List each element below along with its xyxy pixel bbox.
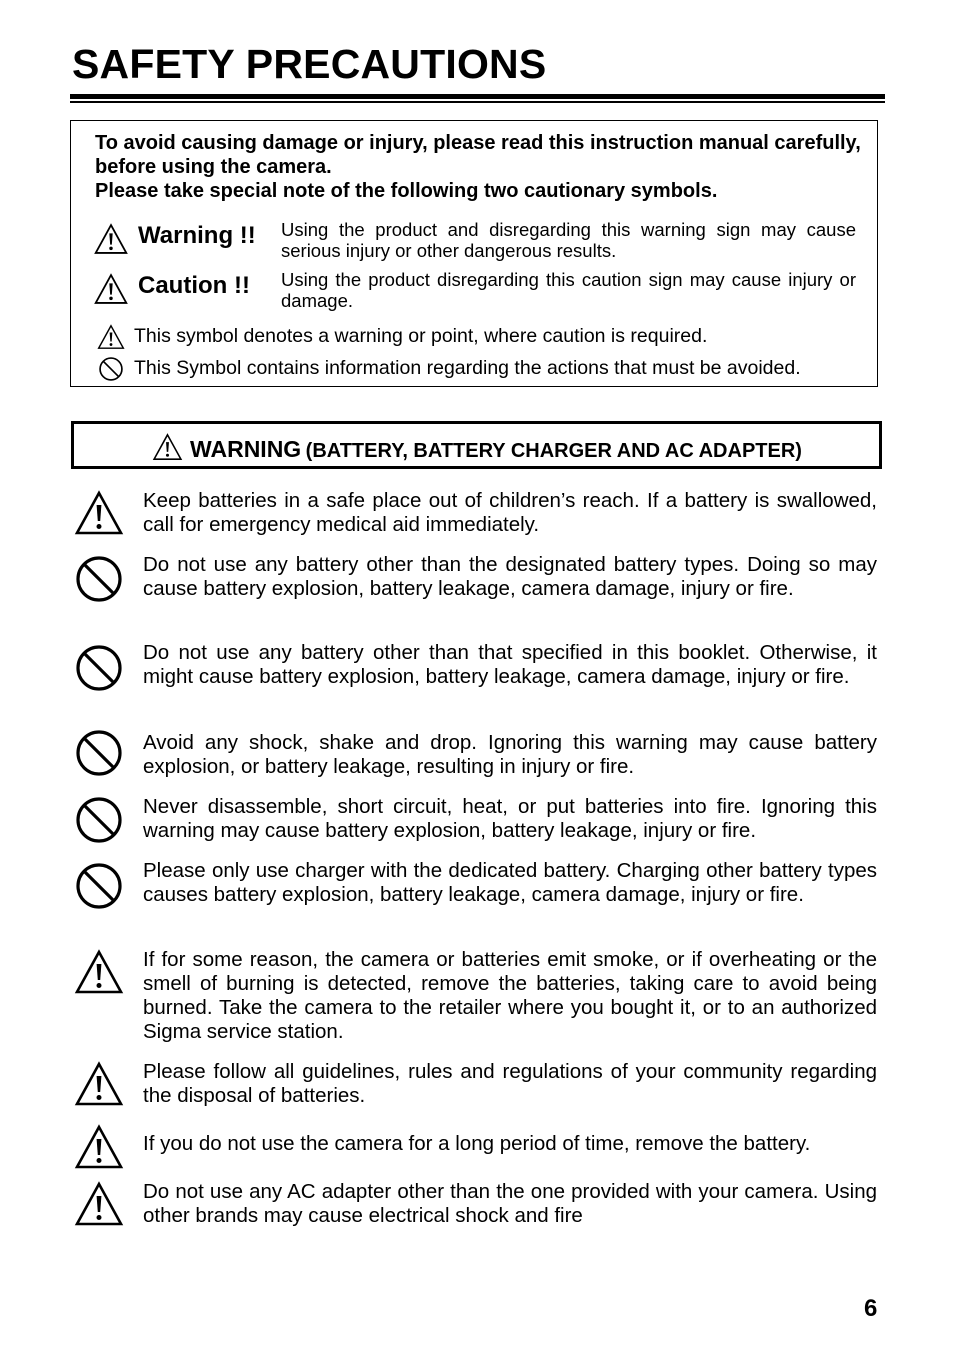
warning-triangle-icon: [97, 324, 125, 350]
prohibition-icon: [74, 861, 124, 911]
symbol-description: Using the product and disregarding this warning sign may cause serious injury or other dangerous results.: [281, 219, 856, 261]
legend-text: This symbol denotes a warning or point, where caution is required.: [134, 325, 708, 347]
intro-box: [70, 120, 878, 387]
item-text: Never disassemble, short circuit, heat, or put batteries into fire. Ignoring this warning may cause battery explosion, battery leakage, injury or fire.: [143, 795, 877, 842]
symbol-label: Caution !!: [138, 272, 250, 299]
item-text: Please only use charger with the dedicated battery. Charging other battery types causes battery explosion, battery leakage, camera damage, injury or fire.: [143, 859, 877, 906]
warning-triangle-icon: [151, 433, 184, 461]
item-text: Please follow all guidelines, rules and regulations of your community regarding the disposal of batteries.: [143, 1060, 877, 1107]
item-text: Do not use any battery other than the designated battery types. Doing so may cause battery explosion, battery leakage, camera damage, injury or fire.: [143, 553, 877, 600]
warning-triangle-icon: [74, 1180, 124, 1228]
warning-triangle-icon: [74, 1060, 124, 1108]
warning-triangle-icon: [74, 489, 124, 537]
section-heading: [74, 433, 879, 463]
page-number: 6: [864, 1295, 878, 1322]
title-rule-thin: [70, 101, 885, 103]
title-rule-thick: [70, 94, 885, 99]
prohibition-icon: [74, 554, 124, 604]
warning-triangle-icon: [74, 948, 124, 996]
section-heading-subtitle: (BATTERY, BATTERY CHARGER AND AC ADAPTER): [305, 440, 802, 462]
item-text: If you do not use the camera for a long period of time, remove the battery.: [143, 1132, 811, 1155]
item-text: Avoid any shock, shake and drop. Ignoring this warning may cause battery explosion, or battery leakage, resulting in injury or fire.: [143, 731, 877, 778]
symbol-description: Using the product disregarding this caution sign may cause injury or damage.: [281, 269, 856, 311]
item-text: Do not use any AC adapter other than the one provided with your camera. Using other brands may cause electrical shock and fire: [143, 1180, 877, 1227]
prohibition-icon: [97, 356, 125, 382]
warning-triangle-icon: [93, 273, 129, 305]
intro-text: To avoid causing damage or injury, please read this instruction manual carefully, before using the camera. Please take special note of the following two cautionary symbols.: [95, 132, 861, 202]
item-text: If for some reason, the camera or batteries emit smoke, or if overheating or the smell of burning is detected, remove the batteries, taking care to avoid being burned. Take the camera to the retailer where you bought it, or to an authorized Sigma service station.: [143, 948, 877, 1043]
prohibition-icon: [74, 795, 124, 845]
item-text: Keep batteries in a safe place out of children’s reach. If a battery is swallowed, call for emergency medical aid immediately.: [143, 489, 877, 536]
item-text: Do not use any battery other than that specified in this booklet. Otherwise, it might cause battery explosion, battery leakage, camera damage, injury or fire.: [143, 641, 877, 688]
warning-triangle-icon: [93, 223, 129, 255]
page-title: SAFETY PRECAUTIONS: [72, 41, 547, 87]
symbol-label: Warning !!: [138, 222, 256, 249]
section-heading-word: WARNING: [190, 436, 302, 462]
legend-text: This Symbol contains information regarding the actions that must be avoided.: [134, 357, 801, 379]
prohibition-icon: [74, 643, 124, 693]
warning-triangle-icon: [74, 1123, 124, 1171]
section-header: [71, 421, 882, 469]
prohibition-icon: [74, 728, 124, 778]
